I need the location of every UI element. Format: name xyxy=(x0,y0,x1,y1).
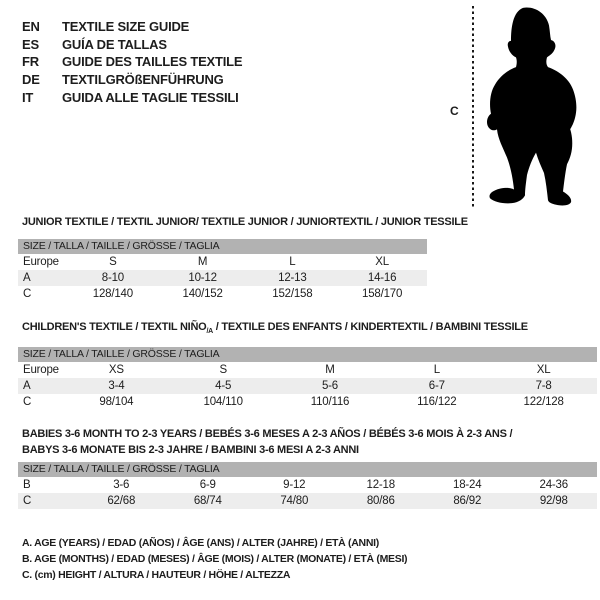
table-cell: 86/92 xyxy=(453,495,482,507)
lang-row-it xyxy=(22,88,242,106)
table-cell: L xyxy=(289,256,296,268)
lang-title: GUÍA DE TALLAS xyxy=(62,36,167,52)
table-row xyxy=(18,378,597,394)
table-cell: 14-16 xyxy=(367,272,397,284)
table-cell: 10-12 xyxy=(188,272,217,284)
baby-silhouette-icon xyxy=(479,4,579,208)
lang-title: TEXTILGRÖßENFÜHRUNG xyxy=(62,72,224,88)
table-row xyxy=(18,493,597,509)
table-cell: XL xyxy=(536,364,551,376)
lang-row-es xyxy=(22,36,242,54)
children-section-title xyxy=(22,321,528,335)
lang-code: EN xyxy=(22,19,40,35)
table-cell: 158/170 xyxy=(362,288,403,300)
table-row xyxy=(18,254,427,270)
table-cell: XL xyxy=(375,256,389,268)
babies-size-table xyxy=(18,462,597,509)
table-cell: 116/122 xyxy=(417,396,457,408)
table-cell: 110/116 xyxy=(310,396,350,408)
footnote-b: B. AGE (MONTHS) / EDAD (MESES) / ÂGE (MOIS) / ALTER (MONATE) / ETÀ (MESI) xyxy=(22,553,408,565)
footnote-a: A. AGE (YEARS) / EDAD (AÑOS) / ÂGE (ANS) / ALTER (JAHRE) / ETÀ (ANNI) xyxy=(22,537,379,549)
table-cell: 152/158 xyxy=(272,288,313,300)
table-cell: 8-10 xyxy=(101,272,124,284)
row-label: C xyxy=(23,495,32,507)
row-label: A xyxy=(23,272,31,284)
row-label: A xyxy=(23,380,31,392)
lang-title: TEXTILE SIZE GUIDE xyxy=(62,19,190,35)
table-cell: 7-8 xyxy=(535,380,552,392)
footnote-c: C. (cm) HEIGHT / ALTURA / HAUTEUR / HÖHE / ALTEZZA xyxy=(22,569,291,581)
babies-size-header-bar: SIZE / TALLA / TAILLE / GRÖSSE / TAGLIA xyxy=(18,462,597,477)
children-size-table xyxy=(18,347,597,410)
table-row xyxy=(18,270,427,286)
table-cell: 104/110 xyxy=(203,396,243,408)
lang-code: IT xyxy=(22,89,34,105)
table-cell: S xyxy=(219,364,227,376)
lang-title: GUIDA ALLE TAGLIE TESSILI xyxy=(62,89,239,105)
table-cell: 74/80 xyxy=(280,495,309,507)
table-cell: 128/140 xyxy=(92,288,133,300)
height-measure-label: C xyxy=(450,104,459,118)
table-row xyxy=(18,286,427,302)
table-cell: 3-6 xyxy=(113,479,130,491)
lang-row-de xyxy=(22,71,242,89)
lang-row-en xyxy=(22,18,242,36)
babies-section-title-line2: BABYS 3-6 MONATE BIS 2-3 JAHRE / BAMBINI 3-6 MESI A 2-3 ANNI xyxy=(22,444,359,456)
table-row xyxy=(18,394,597,410)
height-measure-dashed-line xyxy=(472,6,474,208)
lang-title: GUIDE DES TAILLES TEXTILE xyxy=(62,54,243,70)
table-cell: 3-4 xyxy=(108,380,125,392)
table-cell: 4-5 xyxy=(215,380,232,392)
lang-code: FR xyxy=(22,54,39,70)
table-cell: 6-9 xyxy=(199,479,216,491)
row-label: Europe xyxy=(23,256,59,268)
language-title-list xyxy=(22,18,242,106)
table-cell: 122/128 xyxy=(523,396,564,408)
table-cell: S xyxy=(109,256,117,268)
table-cell: XS xyxy=(108,364,124,376)
table-row xyxy=(18,477,597,493)
junior-section-title: JUNIOR TEXTILE / TEXTIL JUNIOR/ TEXTILE JUNIOR / JUNIORTEXTIL / JUNIOR TESSILE xyxy=(22,216,468,228)
table-cell: 140/152 xyxy=(182,288,223,300)
row-label: C xyxy=(23,288,32,300)
table-cell: L xyxy=(433,364,440,376)
row-label: Europe xyxy=(23,364,59,376)
babies-section-title-line1: BABIES 3-6 MONTH TO 2-3 YEARS / BEBÉS 3-6 MESES A 2-3 AÑOS / BÉBÉS 3-6 MOIS À 2-3 ANS / xyxy=(22,428,513,440)
junior-size-header-bar: SIZE / TALLA / TAILLE / GRÖSSE / TAGLIA xyxy=(18,239,427,254)
table-cell: 68/74 xyxy=(193,495,222,507)
table-cell: 62/68 xyxy=(107,495,136,507)
table-cell: 98/104 xyxy=(99,396,134,408)
lang-code: ES xyxy=(22,36,39,52)
table-cell: 24-36 xyxy=(539,479,568,491)
table-cell: 80/86 xyxy=(366,495,395,507)
children-title-subscript: /A xyxy=(206,328,213,336)
table-cell: 5-6 xyxy=(321,380,338,392)
children-title-prefix: CHILDREN'S TEXTILE / TEXTIL NIÑO xyxy=(22,321,207,333)
table-row xyxy=(18,362,597,378)
row-label: C xyxy=(23,396,32,408)
table-cell: 6-7 xyxy=(428,380,445,392)
children-title-suffix: / TEXTILE DES ENFANTS / KINDERTEXTIL / BAMBINI TESSILE xyxy=(212,321,528,333)
lang-code: DE xyxy=(22,72,40,88)
table-cell: 18-24 xyxy=(453,479,482,491)
children-size-header-bar: SIZE / TALLA / TAILLE / GRÖSSE / TAGLIA xyxy=(18,347,597,362)
table-cell: M xyxy=(325,364,335,376)
table-cell: 9-12 xyxy=(283,479,306,491)
lang-row-fr xyxy=(22,53,242,71)
table-cell: 12-18 xyxy=(366,479,395,491)
table-cell: 92/98 xyxy=(539,495,568,507)
row-label: B xyxy=(23,479,31,491)
table-cell: M xyxy=(197,256,208,268)
junior-size-table xyxy=(18,239,427,302)
table-cell: 12-13 xyxy=(278,272,307,284)
